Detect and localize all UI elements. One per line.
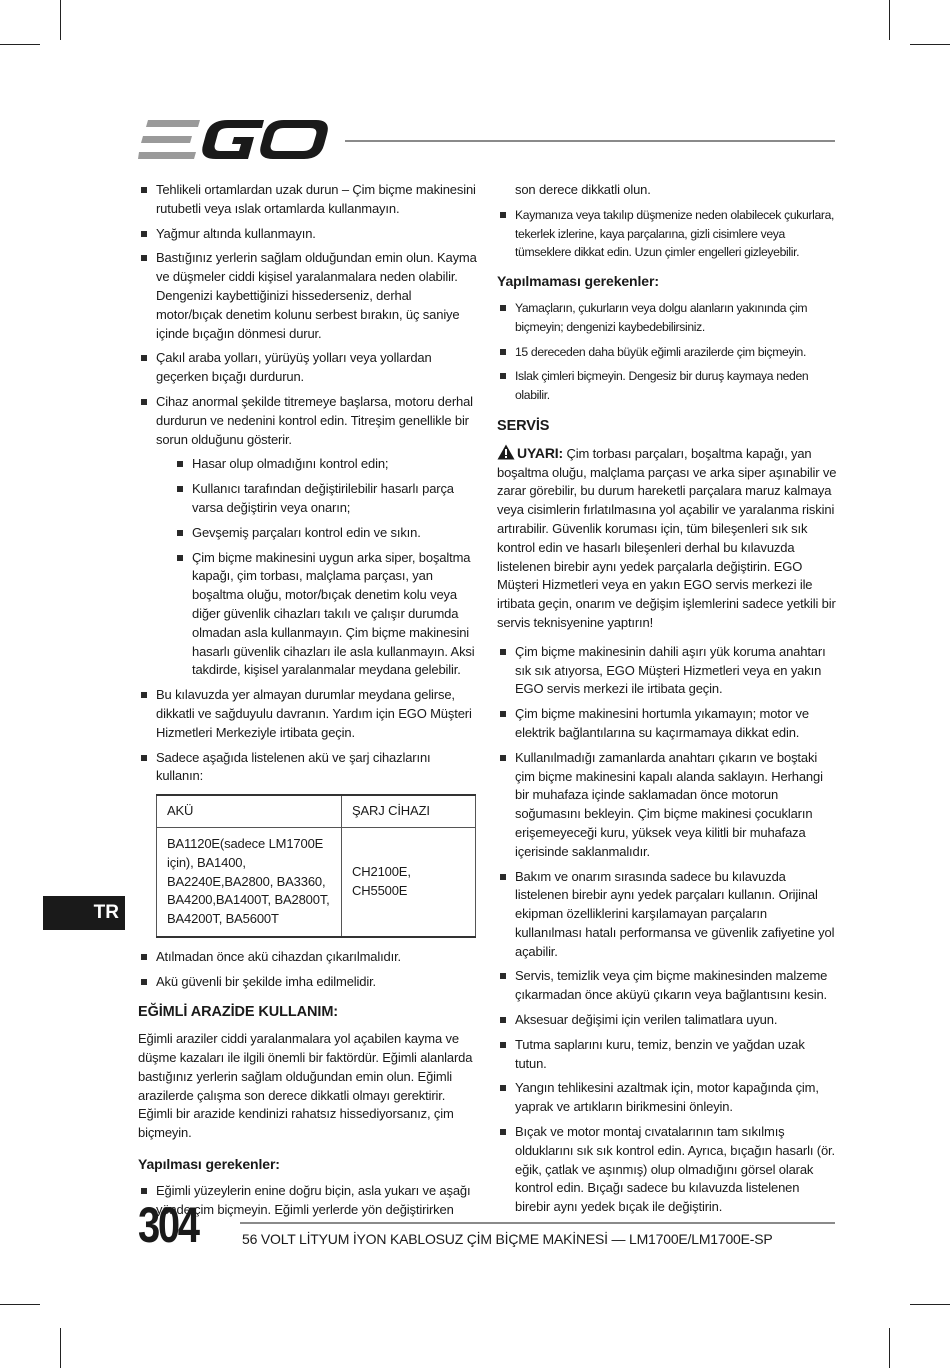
dos-list-continued	[497, 206, 837, 262]
list-item: Bu kılavuzda yer almayan durumlar meydana gelirse, dikkatli ve sağduyulu davranın. Yardım için EGO Müşteri Hizmetleri Merkeziyle irtibata geçin.	[138, 686, 478, 742]
list-item: 15 dereceden daha büyük eğimli arazilerde çim biçmeyin.	[497, 343, 837, 362]
table-header-charger: ŞARJ CİHAZI	[342, 795, 476, 827]
list-item: Yağmur altında kullanmayın.	[138, 225, 478, 244]
footer-title: 56 VOLT LİTYUM İYON KABLOSUZ ÇİM BİÇME MAKİNESİ — LM1700E/LM1700E-SP	[242, 1231, 773, 1247]
crop-mark	[889, 0, 890, 40]
language-tab: TR	[43, 896, 125, 930]
crop-mark	[0, 44, 40, 45]
sub-list-item: Hasar olup olmadığını kontrol edin;	[174, 455, 478, 474]
crop-mark	[910, 1304, 950, 1305]
warning-icon	[497, 444, 515, 460]
crop-mark	[910, 44, 950, 45]
crop-mark	[889, 1328, 890, 1368]
warning-text: Çim torbası parçaları, boşaltma kapağı, yan boşaltma oluğu, malçlama parçası ve arka siper aşınabilir ve zarar görebilir, bu durum hareketli parçalara maruz kalmaya veya cisimlerin fırlatılmasına yol açabilir ve yaralanma riskini artırabilir. Güvenlik koruması için, tüm bileşenleri sık sık kontrol edin ve hasarlı bileşenleri derhal bu kılavuzda listelenen birebir aynı yedek parçalarla değiştirin. EGO Müşteri Hizmetleri veya en yakın EGO servis merkezi ile irtibata geçin, onarım ve değişim işlemlerini sadece yetkili bir servis teknisyenine yaptırın!	[497, 445, 837, 630]
table-cell-batteries: BA1120E(sadece LM1700E için), BA1400, BA2240E,BA2800, BA3360, BA4200,BA1400T, BA2800T, BA4200T, BA5600T	[157, 827, 342, 936]
list-item: Bastığınız yerlerin sağlam olduğundan emin olun. Kayma ve düşmeler ciddi kişisel yaralanmalara neden olabilir. Dengenizi kaybettiğinizi hissederseniz, derhal motor/bıçak denetim kolunu serbest bırakın, üç saniye içinde bıçağın dönmesi durur.	[138, 249, 478, 343]
battery-disposal-list	[138, 948, 478, 992]
list-item: Atılmadan önce akü cihazdan çıkarılmalıdır.	[138, 948, 478, 967]
slope-paragraph: Eğimli araziler ciddi yaralanmalara yol açabilen kayma ve düşme kazaları ile ilgili önemli bir faktördür. Eğimli alanlarda bastığınız yerlerin sağlam olduğundan emin olun. Eğimli arazilerde çalışma son derece dikkatli olmayı gerektirir. Eğimli bir arazide kendinizi rahatsız hissediyorsanız, çim biçmeyin.	[138, 1031, 473, 1141]
crop-mark	[0, 1304, 40, 1305]
list-item: Sadece aşağıda listelenen akü ve şarj cihazlarını kullanın:	[138, 749, 478, 787]
list-item: Aksesuar değişimi için verilen talimatlara uyun.	[497, 1011, 837, 1030]
table-cell-chargers: CH2100E, CH5500E	[342, 827, 476, 936]
table-header-battery: AKÜ	[157, 795, 342, 827]
warning-label: UYARI:	[517, 444, 564, 461]
list-item: Çim biçme makinesini hortumla yıkamayın; motor ve elektrik bağlantılarına su kaçırmamaya dikkat edin.	[497, 705, 837, 743]
dos-continued: son derece dikkatli olun.	[515, 182, 651, 197]
list-item: Bakım ve onarım sırasında sadece bu kılavuzda listelenen birebir aynı yedek parçaları kullanın. Orijinal ekipman özelliklerini karşılamayan parçaların kullanılması hatalı performansa ve güvenlik zafiyetine yol açabilir.	[497, 868, 837, 962]
left-column	[138, 181, 478, 1225]
inspection-sublist	[156, 455, 478, 680]
sub-list-item: Çim biçme makinesini uygun arka siper, boşaltma kapağı, çim torbası, malçlama parçası, yan boşaltma oluğu, motor/bıçak denetim kolu veya diğer güvenlik cihazları takılı ve çalışır durumda olmadan asla kullanmayın. Çim biçme makinesini hasarlı güvenlik cihazları ile asla kullanmayın. Aksi takdirde, kişisel yaralanmalar meydana gelebilir.	[174, 549, 478, 681]
service-warning	[497, 444, 837, 633]
list-item: Tehlikeli ortamlardan uzak durun – Çim biçme makinesini rutubetli veya ıslak ortamlarda kullanmayın.	[138, 181, 478, 219]
list-item: Islak çimleri biçmeyin. Dengesiz bir duruş kaymaya neden olabilir.	[497, 367, 837, 405]
list-item: Kullanılmadığı zamanlarda anahtarı çıkarın ve boştaki çim biçme makinesini kapalı alanda saklayın. Herhangi bir muhafaza içinde saklamadan önce motorun soğumasını bekleyin. Çim biçme makinesi çocukların erişemeyeceği kuru, yüksek veya kilitli bir muhafaza içerisinde saklanmalıdır.	[497, 749, 837, 862]
donts-list	[497, 299, 837, 405]
sub-list-item: Gevşemiş parçaları kontrol edin ve sıkın.	[174, 524, 478, 543]
list-item: Çim biçme makinesinin dahili aşırı yük koruma anahtarı sık sık atıyorsa, EGO Müşteri Hizmetleri veya en yakın EGO servis merkezi ile irtibata geçin.	[497, 643, 837, 699]
slope-heading: EĞİMLİ ARAZİDE KULLANIM:	[138, 1004, 339, 1021]
battery-charger-table	[156, 794, 476, 938]
header-rule	[345, 140, 835, 142]
list-item: Yangın tehlikesini azaltmak için, motor kapağında çim, yaprak ve artıkların birikmesini önleyin.	[497, 1079, 837, 1117]
footer-rule	[240, 1222, 835, 1224]
list-item: Yamaçların, çukurların veya dolgu alanların yakınında çim biçmeyin; dengenizi kaybedebilirsiniz.	[497, 299, 837, 337]
right-column	[497, 181, 837, 1223]
ego-logo	[138, 118, 328, 162]
list-item: Bıçak ve motor montaj cıvatalarının tam sıkılmış olduklarını sık sık kontrol edin. Ayrıca, bıçağın hasarlı (ör. eğik, çatlak ve aşınmış) olup olmadığını görsel olarak kontrol edin. Bıçağı sadece bu kılavuzda listelenen birebir aynı yedek bıçak ile değiştirin.	[497, 1123, 837, 1217]
dos-heading: Yapılması gerekenler:	[138, 1156, 280, 1173]
sub-list-item: Kullanıcı tarafından değiştirilebilir hasarlı parça varsa değiştirin veya onarın;	[174, 480, 478, 518]
page-number: 304	[138, 1197, 198, 1253]
list-item: Tutma saplarını kuru, temiz, benzin ve yağdan uzak tutun.	[497, 1036, 837, 1074]
list-item: Servis, temizlik veya çim biçme makinesinden malzeme çıkarmadan önce aküyü çıkarın veya bağlantısını kesin.	[497, 967, 837, 1005]
list-item: Kaymanıza veya takılıp düşmenize neden olabilecek çukurlara, tekerlek izlerine, kaya parçalarına, gizli cisimlere veya tümseklere dikkat edin. Uzun çimler engelleri gizleyebilir.	[497, 206, 837, 262]
list-item: Çakıl araba yolları, yürüyüş yolları veya yollardan geçerken bıçağı durdurun.	[138, 349, 478, 387]
service-heading: SERVİS	[497, 417, 550, 434]
crop-mark	[60, 1328, 61, 1368]
donts-heading: Yapılmaması gerekenler:	[497, 273, 659, 290]
list-item: Eğimli yüzeylerin enine doğru biçin, asla yukarı ve aşağı yönde çim biçmeyin. Eğimli yerlerde yön değiştirirken	[138, 1182, 478, 1220]
list-item: Akü güvenli bir şekilde imha edilmelidir.	[138, 973, 478, 992]
crop-mark	[60, 0, 61, 40]
list-item-text: Cihaz anormal şekilde titremeye başlarsa, motoru derhal durdurun ve nedenini kontrol edin. Titreşim genellikle bir sorun olduğunu gösterir.	[156, 393, 473, 447]
safety-list	[138, 181, 478, 786]
service-list	[497, 643, 837, 1217]
list-item	[138, 393, 478, 680]
